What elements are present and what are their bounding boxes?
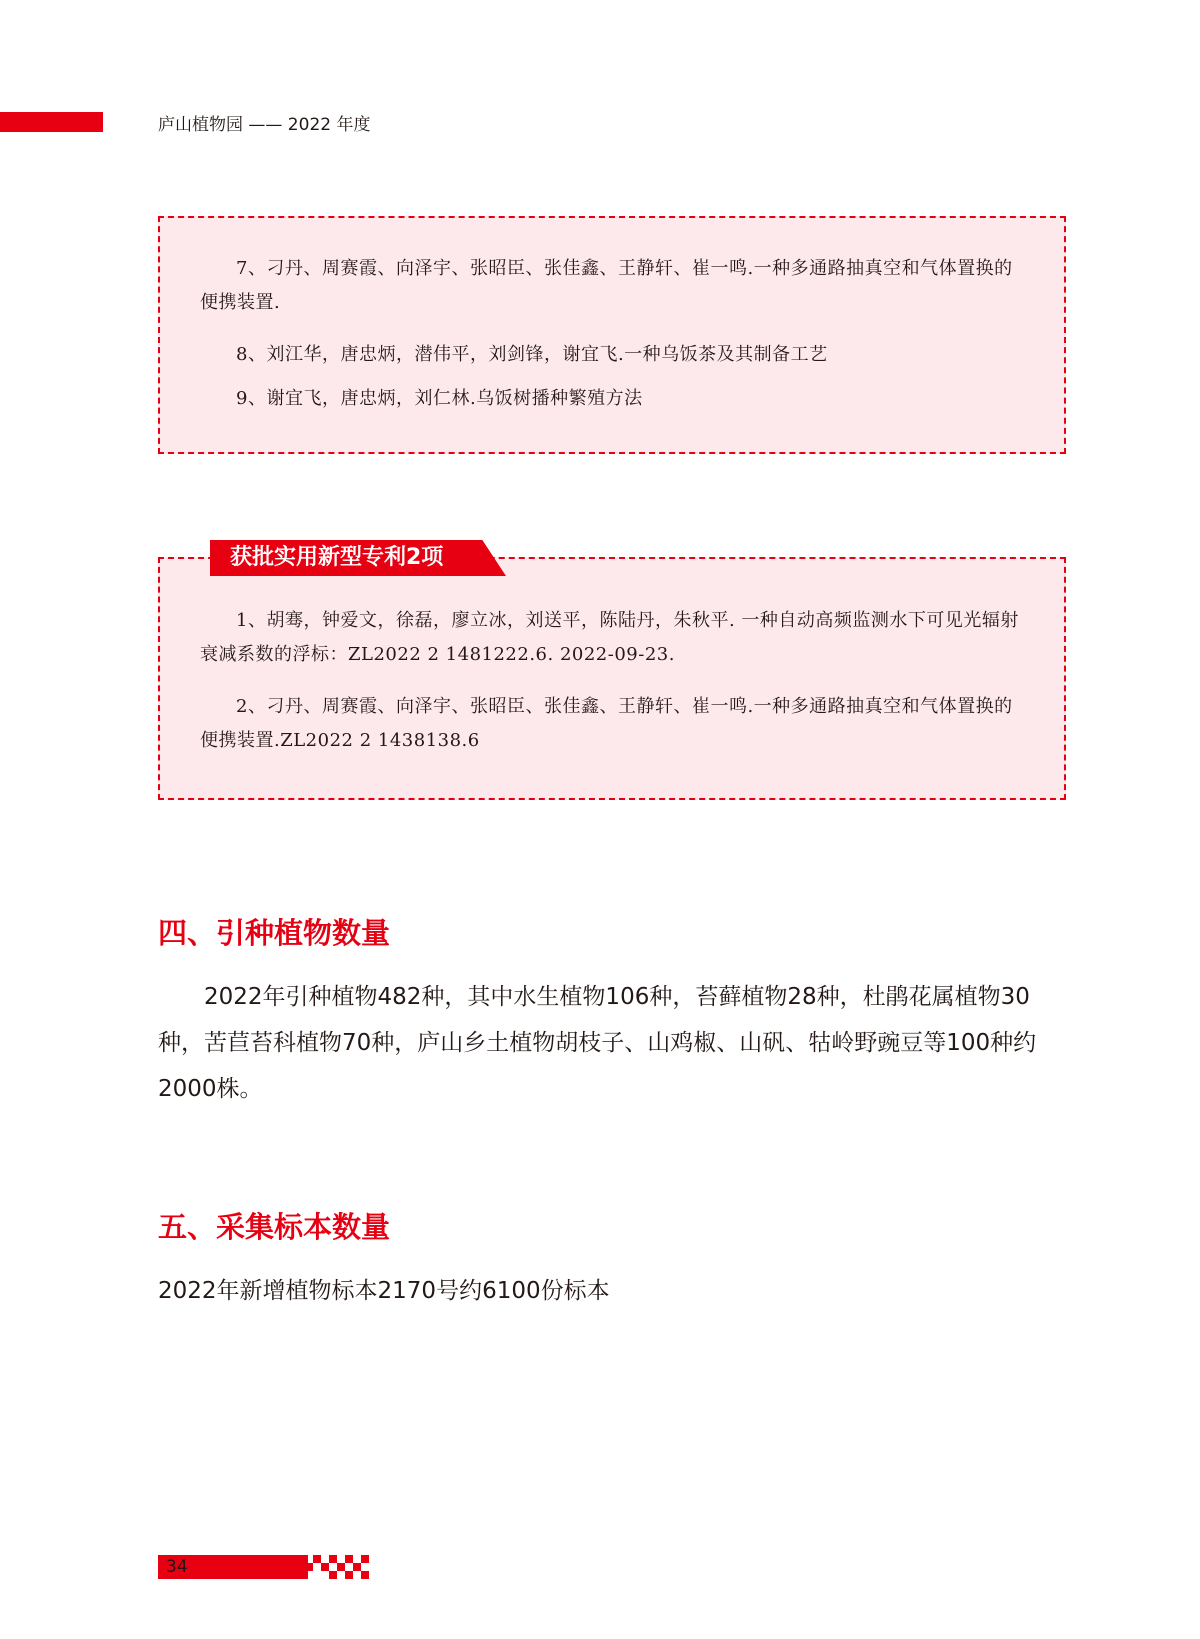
patent-item: 2、刁丹、周赛霞、向泽宇、张昭臣、张佳鑫、王静轩、崔一鸣.一种多通路抽真空和气体置换的便携装置.ZL2022 2 1438138.6: [200, 696, 1013, 751]
utility-patent-tab-label: 获批实用新型专利2项: [230, 545, 444, 570]
running-header: 庐山植物园 —— 2022 年度: [158, 115, 371, 135]
footer-pixel-pattern: [305, 1553, 373, 1581]
section-four-title: 四、引种植物数量: [158, 916, 391, 950]
patent-item: 8、刘江华，唐忠炳，潜伟平，刘剑锋，谢宜飞.一种乌饭茶及其制备工艺: [236, 344, 828, 365]
section-five-title: 五、采集标本数量: [158, 1210, 391, 1244]
utility-patent-box: [158, 557, 1066, 800]
patent-item: 7、刁丹、周赛霞、向泽宇、张昭臣、张佳鑫、王静轩、崔一鸣.一种多通路抽真空和气体置换的便携装置.: [200, 258, 1013, 313]
patent-item: 1、胡骞，钟爱文，徐磊，廖立冰，刘送平，陈陆丹，朱秋平. 一种自动高频监测水下可见光辐射衰减系数的浮标：ZL2022 2 1481222.6. 2022-09-23.: [200, 610, 1019, 665]
header-accent-bar: [0, 112, 103, 132]
section-five-body: 2022年新增植物标本2170号约6100份标本: [158, 1278, 610, 1304]
page-number: 34: [166, 1557, 188, 1577]
section-four-body: 2022年引种植物482种，其中水生植物106种，苔藓植物28种，杜鹃花属植物30种，苦苣苔科植物70种，庐山乡土植物胡枝子、山鸡椒、山矾、牯岭野豌豆等100种约2000株。: [158, 984, 1037, 1102]
patent-item: 9、谢宜飞，唐忠炳，刘仁林.乌饭树播种繁殖方法: [236, 388, 643, 409]
